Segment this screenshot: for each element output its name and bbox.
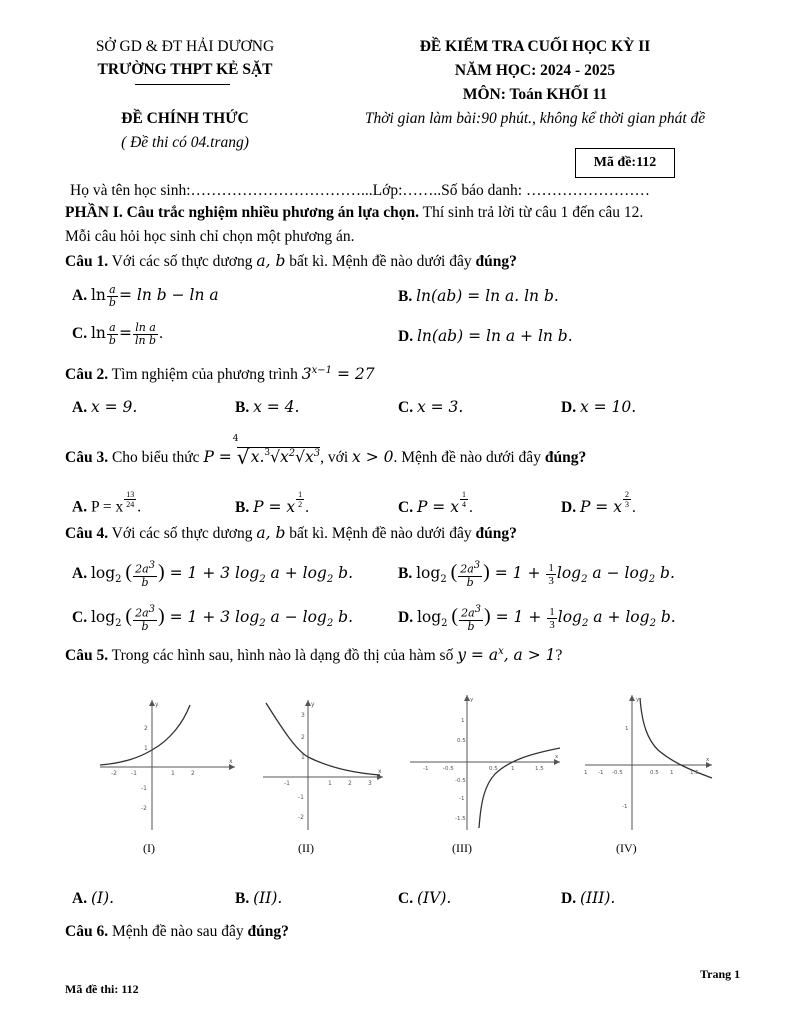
q5-text: Trong các hình sau, hình nào là dạng đồ thị của hàm số (108, 647, 458, 665)
svg-text:-1: -1 (459, 796, 465, 802)
q3-label: Câu 3. (65, 449, 109, 467)
graph-4-label: (IV) (616, 841, 637, 855)
svg-text:-1: -1 (141, 785, 147, 792)
q4-text: Với các số thực dương (108, 525, 257, 542)
q1-option-b (398, 287, 559, 306)
part1-instructions: Thí sinh trả lời từ câu 1 đến câu 12. (419, 204, 644, 221)
q6-label: Câu 6. (65, 923, 109, 940)
q5-label: Câu 5. (65, 647, 109, 665)
q1-vars: a, b (256, 252, 286, 270)
q1-option-d (398, 327, 573, 346)
q2-option-d: D. x = 10. (561, 398, 637, 416)
svg-text:3: 3 (368, 780, 372, 787)
official-label: ĐỀ CHÍNH THỨC (121, 110, 249, 127)
q2-a-val: x = 9. (90, 398, 138, 416)
q2-text: Tìm nghiệm của phương trình (108, 366, 302, 384)
svg-text:-1: -1 (598, 770, 604, 776)
q1-c-label: C. (72, 325, 88, 343)
dept-name: SỞ GD & ĐT HẢI DƯƠNG (95, 38, 275, 55)
q1-option-a: A. ln $\frac{a}{b}$ = ln b − ln a (72, 283, 219, 309)
q3-text3: . Mệnh đề nào dưới đây (393, 449, 545, 467)
svg-text:1: 1 (461, 718, 465, 724)
q3-option-a: A. P = x $^{\frac{13}{24}}$ . (72, 490, 142, 516)
part1-title: PHẦN I. Câu trắc nghiệm nhiều phương án lựa chọn. (65, 204, 420, 221)
svg-text:2: 2 (301, 734, 305, 741)
q1-d-expr: ln(ab) = ln a + ln b. (416, 327, 573, 345)
graph-2-label: (II) (298, 841, 314, 855)
part1-instructions-2: Mỗi câu hỏi học sinh chỉ chọn một phương án. (65, 228, 355, 245)
q4-option-d: D. $\log_2$ ( $\frac{2a^3}{b}$ ) = 1 + $\frac{1}{3}$ $\log_2 a + \log_2 b$. (398, 604, 676, 633)
q5-c-val: (IV). (416, 889, 452, 907)
q1-label: Câu 1. (65, 253, 109, 270)
student-info-line: Họ và tên học sinh:……………………………...Lớp:……..Số báo danh: …………………… (70, 182, 650, 199)
q1-b-expr: ln(ab) = ln a. ln b. (416, 287, 559, 305)
q1-a-expr: = ln b − ln a (118, 286, 219, 305)
q4-vars: a, b (256, 524, 286, 542)
svg-text:1: 1 (144, 745, 148, 752)
svg-text:1: 1 (625, 726, 629, 732)
q1-text2: bất kì. Mệnh đề nào dưới đây (285, 253, 476, 270)
svg-text:2: 2 (348, 780, 352, 787)
school-year: NĂM HỌC: 2024 - 2025 (454, 62, 616, 79)
q1-option-c: C. ln $\frac{a}{b}$ = $\frac{\text{ln a}}{\text{ln b}}$ . (72, 321, 163, 347)
q4-option-b: B. $\log_2$ ( $\frac{2a^3}{b}$ ) = 1 + $\frac{1}{3}$ $\log_2 a - \log_2 b$. (398, 560, 675, 589)
graph-1-label: (I) (143, 841, 155, 855)
svg-text:0.5: 0.5 (650, 770, 659, 776)
question-4 (65, 524, 517, 543)
q4-option-c: C. $\log_2$ ( $\frac{2a^3}{b}$ ) = 1 + 3 $\log_2 a - \log_2 b$. (72, 604, 354, 633)
q5-b-val: (II). (253, 889, 283, 907)
exam-code-box: Mã đề:112 (575, 148, 675, 178)
q2-label: Câu 2. (65, 366, 109, 384)
svg-text:x: x (229, 758, 233, 765)
q2-c-val: x = 3. (416, 398, 464, 416)
q3-option-b: B. P = x $^{\frac{1}{2}}$ . (235, 490, 309, 516)
graph-3-label: (III) (452, 841, 472, 855)
q5-option-a: A. (I). (72, 889, 115, 907)
subject: MÔN: Toán KHỐI 11 (462, 86, 608, 103)
svg-text:-1: -1 (622, 804, 628, 810)
svg-text:1: 1 (511, 766, 515, 772)
q1-b-label: B. (398, 288, 413, 305)
q1-d-label: D. (398, 328, 414, 345)
graph-3 (405, 690, 565, 835)
svg-text:-0.5: -0.5 (455, 778, 466, 784)
exam-title: ĐỀ KIỂM TRA CUỐI HỌC KỲ II (419, 38, 651, 55)
svg-text:y: y (636, 697, 640, 703)
q2-eq-base: 3 (301, 365, 312, 384)
q4-label: Câu 4. (65, 525, 109, 542)
q5-option-d: D. (III). (561, 889, 616, 907)
school-name: TRƯỜNG THPT KẺ SẶT (97, 61, 273, 78)
q1-a-label: A. (72, 287, 88, 305)
q2-option-b: B. x = 4. (235, 398, 300, 416)
q2-option-c: C. x = 3. (398, 398, 464, 416)
svg-text:-2: -2 (298, 814, 304, 821)
exam-time: Thời gian làm bài:90 phút., không kể thời gian phát đề (364, 110, 706, 127)
q4-text2: bất kì. Mệnh đề nào dưới đây (285, 525, 476, 542)
svg-text:-2: -2 (111, 770, 117, 777)
graph-2 (258, 695, 388, 835)
svg-text:1: 1 (301, 754, 305, 761)
graph-1 (95, 695, 240, 835)
page-number: Trang 1 (700, 967, 741, 981)
svg-text:1: 1 (584, 770, 588, 776)
svg-text:-2: -2 (141, 805, 147, 812)
page-count: ( Đề thi có 04.trang) (121, 134, 249, 151)
q4-emph: đúng? (475, 525, 517, 542)
q3-option-d: D. P = x $^{\frac{2}{3}}$ . (561, 490, 636, 516)
q6-text: Mệnh đề nào sau đây (108, 923, 248, 940)
q4-option-a: A. $\log_2$ ( $\frac{2a^3}{b}$ ) = 1 + 3 $\log_2 a + \log_2 b$. (72, 560, 354, 589)
question-5: Câu 5. Trong các hình sau, hình nào là dạng đồ thị của hàm số $y = a^x$, a > 1? (65, 646, 563, 665)
q3-expression: 4 √ $x.^3√x^2√x^3$ (232, 434, 321, 469)
q5-option-b: B. (II). (235, 889, 283, 907)
q5-a-val: (I). (90, 889, 115, 907)
header-underline (135, 84, 230, 85)
question-3: Câu 3. Cho biểu thức P = 4 √ $x.^3√x^2√x^3$, với x > 0. Mệnh đề nào dưới đây đúng? (65, 434, 587, 469)
svg-text:-1: -1 (131, 770, 137, 777)
q3-text2: , với (320, 449, 353, 467)
q3-emph: đúng? (544, 449, 587, 467)
svg-text:1: 1 (328, 780, 332, 787)
svg-text:-1.5: -1.5 (455, 816, 466, 822)
svg-text:1.5: 1.5 (690, 770, 699, 776)
svg-text:1: 1 (670, 770, 674, 776)
q3-cond: x > 0 (352, 448, 394, 467)
part1-intro (65, 204, 643, 222)
graph-4 (580, 690, 715, 835)
q3-text: Cho biểu thức (108, 449, 204, 467)
question-2: Câu 2. Tìm nghiệm của phương trình $3^{x-1} = 27$ (65, 365, 375, 384)
q2-option-a: A. x = 9. (72, 398, 138, 416)
svg-text:2: 2 (144, 725, 148, 732)
svg-text:1: 1 (171, 770, 175, 777)
footer-exam-code: Mã đề thi: 112 (65, 982, 139, 996)
svg-text:x: x (706, 757, 710, 763)
svg-text:0.5: 0.5 (489, 766, 498, 772)
svg-text:x: x (555, 754, 559, 760)
question-1 (65, 252, 517, 271)
q5-func: y = a (457, 646, 499, 665)
svg-text:x: x (378, 768, 382, 775)
q5-option-c: C. (IV). (398, 889, 452, 907)
q2-b-val: x = 4. (253, 398, 300, 416)
svg-text:y: y (311, 701, 315, 708)
q1-text: Với các số thực dương (108, 253, 257, 270)
svg-text:2: 2 (191, 770, 195, 777)
svg-text:-1: -1 (298, 794, 304, 801)
svg-text:y: y (155, 701, 159, 708)
svg-text:3: 3 (301, 712, 305, 719)
svg-text:-0.5: -0.5 (443, 766, 454, 772)
q1-c-expr: = (118, 324, 132, 343)
question-6 (65, 923, 289, 941)
q3-option-c: C. P = x $^{\frac{1}{4}}$ . (398, 490, 473, 516)
svg-text:-1: -1 (284, 780, 290, 787)
q2-d-val: x = 10. (579, 398, 637, 416)
svg-text:y: y (470, 697, 474, 703)
svg-text:0.5: 0.5 (457, 738, 466, 744)
svg-text:-0.5: -0.5 (612, 770, 623, 776)
svg-text:-1: -1 (423, 766, 429, 772)
q5-d-val: (III). (579, 889, 616, 907)
q1-emph: đúng? (475, 253, 517, 270)
svg-text:1.5: 1.5 (535, 766, 544, 772)
q6-emph: đúng? (247, 923, 289, 940)
